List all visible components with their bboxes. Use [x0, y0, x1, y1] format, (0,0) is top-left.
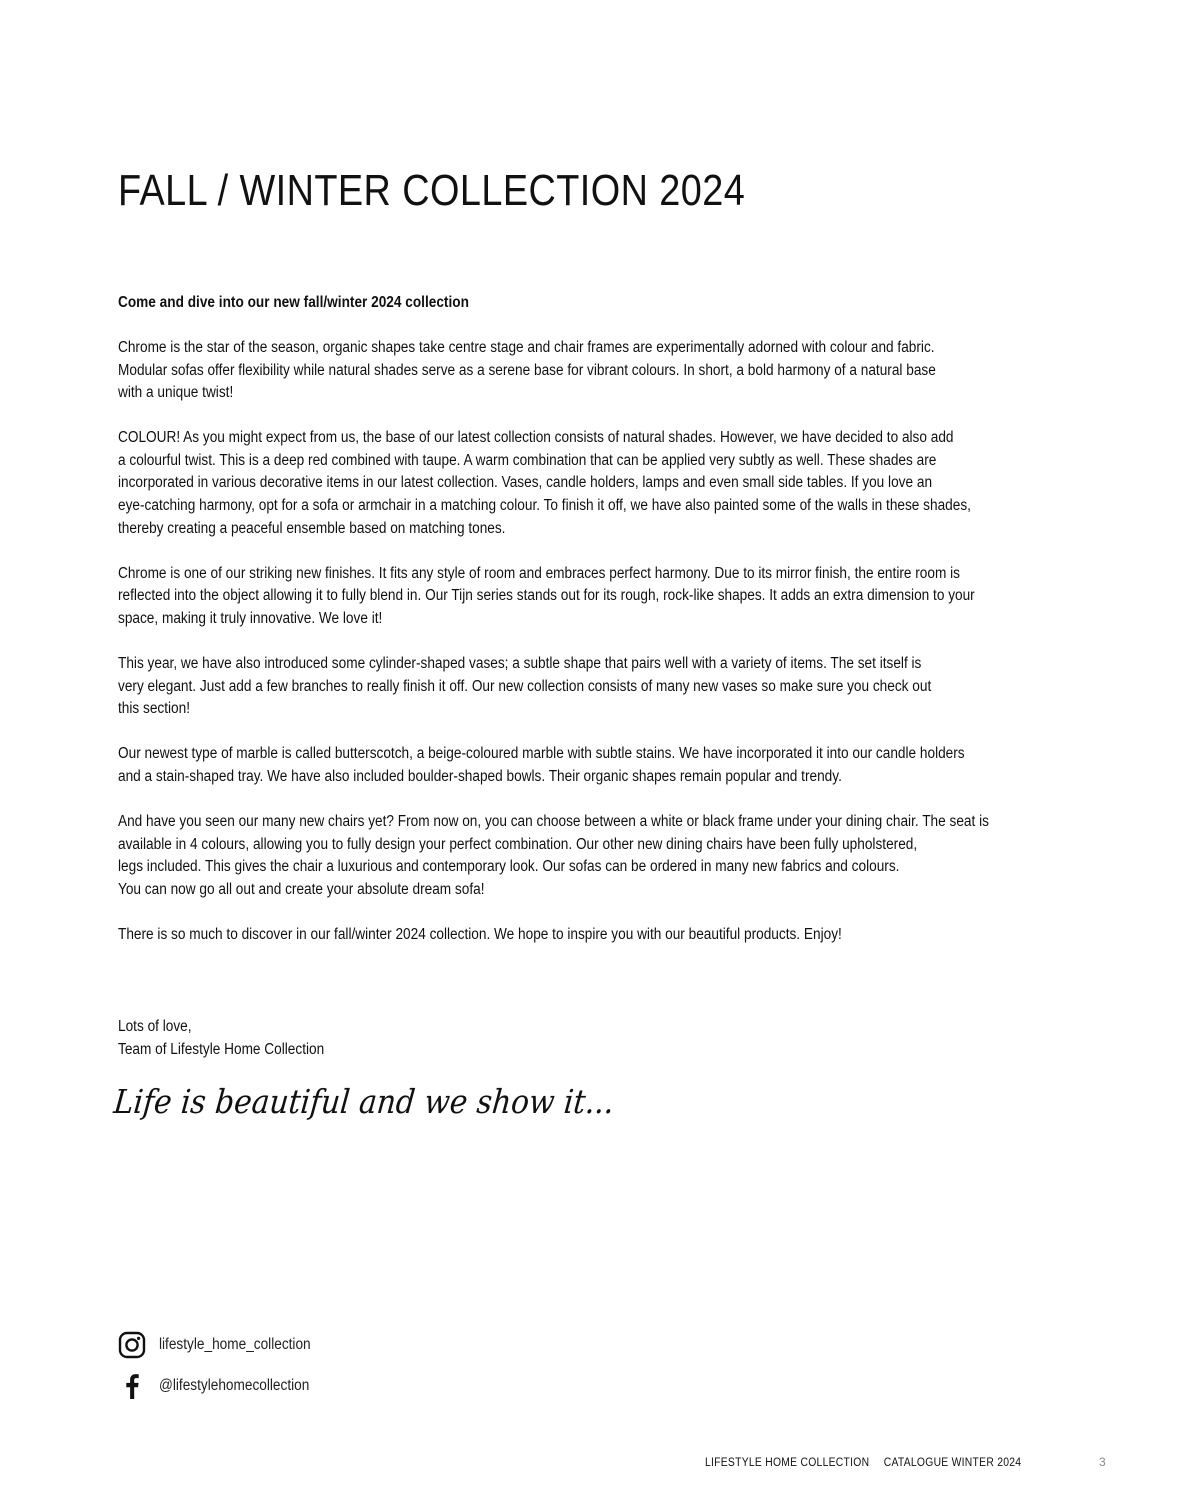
- signoff-team: Team of Lifestyle Home Collection: [118, 1040, 325, 1058]
- body-text: [118, 337, 1060, 969]
- paragraph-line: very elegant. Just add a few branches to really finish it off. Our new collection consists of many new vases so make sure you check out: [118, 677, 932, 695]
- instagram-icon: [118, 1331, 146, 1359]
- paragraph-line: and a stain-shaped tray. We have also included boulder-shaped bowls. Their organic shapes remain popular and trendy.: [118, 767, 842, 785]
- paragraph-season: [118, 337, 1060, 405]
- instagram-handle[interactable]: lifestyle_home_collection: [159, 1336, 311, 1353]
- page-number: 3: [1099, 1455, 1106, 1469]
- paragraph-line: with a unique twist!: [118, 384, 234, 402]
- footer-brand: LIFESTYLE HOME COLLECTION: [705, 1457, 870, 1469]
- paragraph-chrome: [118, 563, 1060, 631]
- facebook-link[interactable]: [118, 1372, 330, 1400]
- paragraph-line: You can now go all out and create your absolute dream sofa!: [118, 880, 485, 898]
- paragraph-line: Our newest type of marble is called butterscotch, a beige-coloured marble with subtle stains. We have incorporated it into our candle holders: [118, 745, 965, 763]
- paragraph-line: this section!: [118, 700, 191, 718]
- paragraph-line: legs included. This gives the chair a luxurious and contemporary look. Our sofas can be ordered in many new fabrics and colours.: [118, 858, 900, 876]
- paragraph-line: eye-catching harmony, opt for a sofa or armchair in a matching colour. To finish it off, we have also painted some of the walls in these shades,: [118, 497, 971, 515]
- footer-catalogue: CATALOGUE WINTER 2024: [883, 1457, 1022, 1469]
- footer: [705, 1456, 1021, 1470]
- handwritten-tagline: Life is beautiful and we show it...: [112, 1082, 616, 1121]
- facebook-handle[interactable]: @lifestylehomecollection: [159, 1377, 310, 1394]
- paragraph-line: And have you seen our many new chairs yet? From now on, you can choose between a white or black frame under your dining chair. The seat is: [118, 813, 989, 830]
- paragraph-line: space, making it truly innovative. We love it!: [118, 609, 383, 627]
- paragraph-line: a colourful twist. This is a deep red combined with taupe. A warm combination that can be applied very subtly as well. These shades are: [118, 451, 937, 469]
- facebook-icon: [118, 1372, 146, 1400]
- paragraph-closing: [118, 924, 1060, 947]
- paragraph-line: incorporated in various decorative items in our latest collection. Vases, candle holders, lamps and even small side tables. If you love an: [118, 474, 933, 492]
- page-title: FALL / WINTER COLLECTION 2024: [118, 166, 746, 215]
- paragraph-line: This year, we have also introduced some cylinder-shaped vases; a subtle shape that pairs well with a variety of items. The set itself is: [118, 655, 922, 673]
- paragraph-line: Chrome is the star of the season, organic shapes take centre stage and chair frames are experimentally adorned with colour and fabric.: [118, 339, 935, 356]
- paragraph-colour: [118, 427, 1060, 540]
- paragraph-line: available in 4 colours, allowing you to fully design your perfect combination. Our other new dining chairs have been fully upholstered,: [118, 835, 918, 853]
- intro-heading: Come and dive into our new fall/winter 2024 collection: [118, 294, 469, 311]
- paragraph-line: Chrome is one of our striking new finishes. It fits any style of room and embraces perfect harmony. Due to its mirror finish, the entire room is: [118, 564, 960, 582]
- instagram-link[interactable]: [118, 1331, 331, 1359]
- paragraph-line: reflected into the object allowing it to fully blend in. Our Tijn series stands out for its rough, rock-like shapes. It adds an extra dimension to your: [118, 587, 975, 605]
- signoff: [118, 1016, 324, 1061]
- paragraph-line: Modular sofas offer flexibility while natural shades serve as a serene base for vibrant colours. In short, a bold harmony of a natural base: [118, 361, 936, 379]
- paragraph-marble: [118, 743, 1060, 788]
- paragraph-vases: [118, 653, 1060, 721]
- paragraph-line: thereby creating a peaceful ensemble based on matching tones.: [118, 519, 506, 537]
- signoff-greeting: Lots of love,: [118, 1018, 192, 1035]
- paragraph-line: There is so much to discover in our fall/winter 2024 collection. We hope to inspire you with our beautiful products. Enjoy!: [118, 925, 842, 943]
- paragraph-chairs: [118, 811, 1060, 901]
- paragraph-line: COLOUR! As you might expect from us, the base of our latest collection consists of natural shades. However, we have decided to also add: [118, 429, 954, 447]
